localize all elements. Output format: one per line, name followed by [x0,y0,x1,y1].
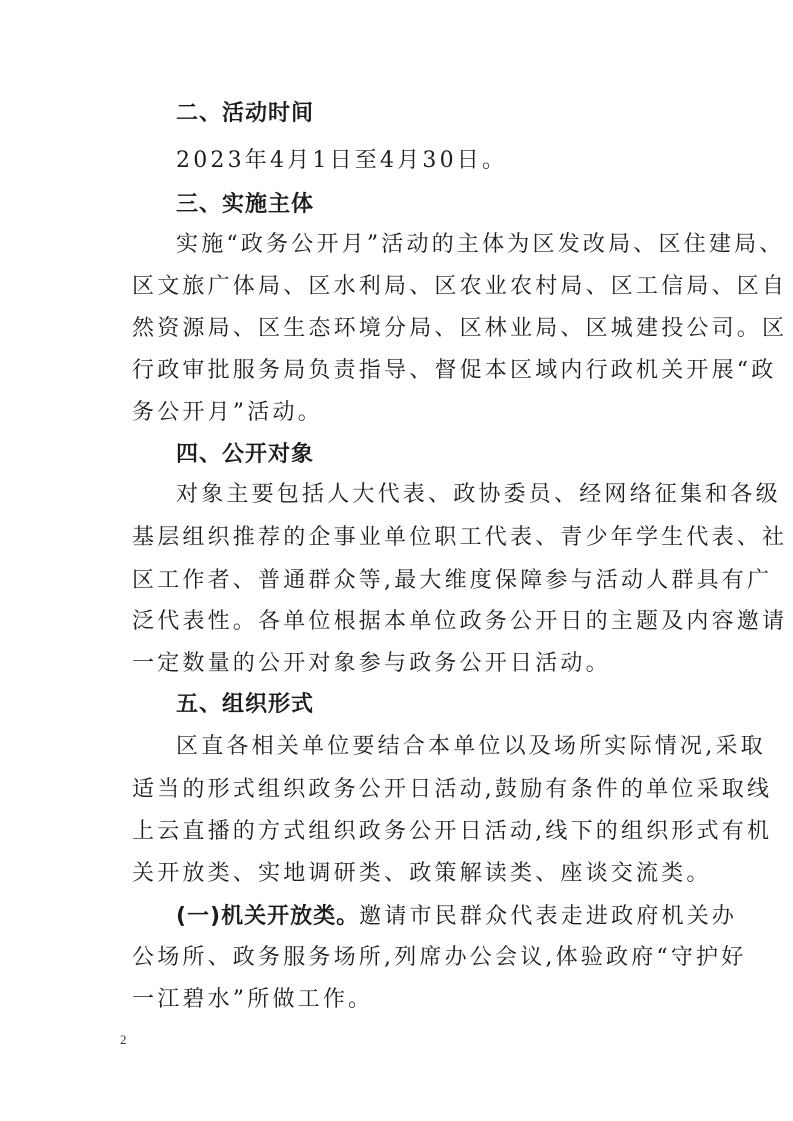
section-heading-audience: 四、公开对象 [176,442,315,467]
section-heading-form: 五、组织形式 [176,692,315,717]
section-heading-subject: 三、实施主体 [176,192,315,217]
paragraph-line: 区文旅广体局、区水利局、区农业农村局、区工信局、区自 [132,274,788,299]
paragraph-line: 行政审批服务局负责指导、督促本区域内行政机关开展“政 [132,358,777,383]
page-number: 2 [120,1032,127,1047]
paragraph-line: 上云直播的方式组织政务公开日活动,线下的组织形式有机 [132,819,773,844]
paragraph-line: 一江碧水”所做工作。 [132,987,374,1012]
time-text: 2023年4月1日至4月30日。 [176,148,508,173]
paragraph-line: 基层组织推荐的企事业单位职工代表、青少年学生代表、社 [132,525,788,550]
paragraph-line: 对象主要包括人大代表、政协委员、经网络征集和各级 [176,482,781,507]
item-label-bold: (一)机关开放类。 [176,904,360,929]
item-line [176,902,737,932]
paragraph-line: 关开放类、实地调研类、政策解读类、座谈交流类。 [132,861,712,886]
paragraph-line: 一定数量的公开对象参与政务公开日活动。 [132,651,611,676]
section-heading-time: 二、活动时间 [176,101,315,126]
paragraph-line: 泛代表性。各单位根据本单位政务公开日的主题及内容邀请 [132,609,788,634]
paragraph-line: 实施“政务公开月”活动的主体为区发改局、区住建局、 [176,232,785,257]
paragraph-line: 务公开月”活动。 [132,400,323,425]
paragraph-line: 区工作者、普通群众等,最大维度保障参与活动人群具有广 [132,568,773,593]
paragraph-line: 适当的形式组织政务公开日活动,鼓励有条件的单位采取线 [132,777,773,802]
paragraph-line: 公场所、政务服务场所,列席办公会议,体验政府“守护好 [132,945,747,970]
item-text: 邀请市民群众代表走进政府机关办 [359,904,738,929]
paragraph-line: 区直各相关单位要结合本单位以及场所实际情况,采取 [176,734,766,759]
paragraph-line: 然资源局、区生态环境分局、区林业局、区城建投公司。区 [132,316,788,341]
